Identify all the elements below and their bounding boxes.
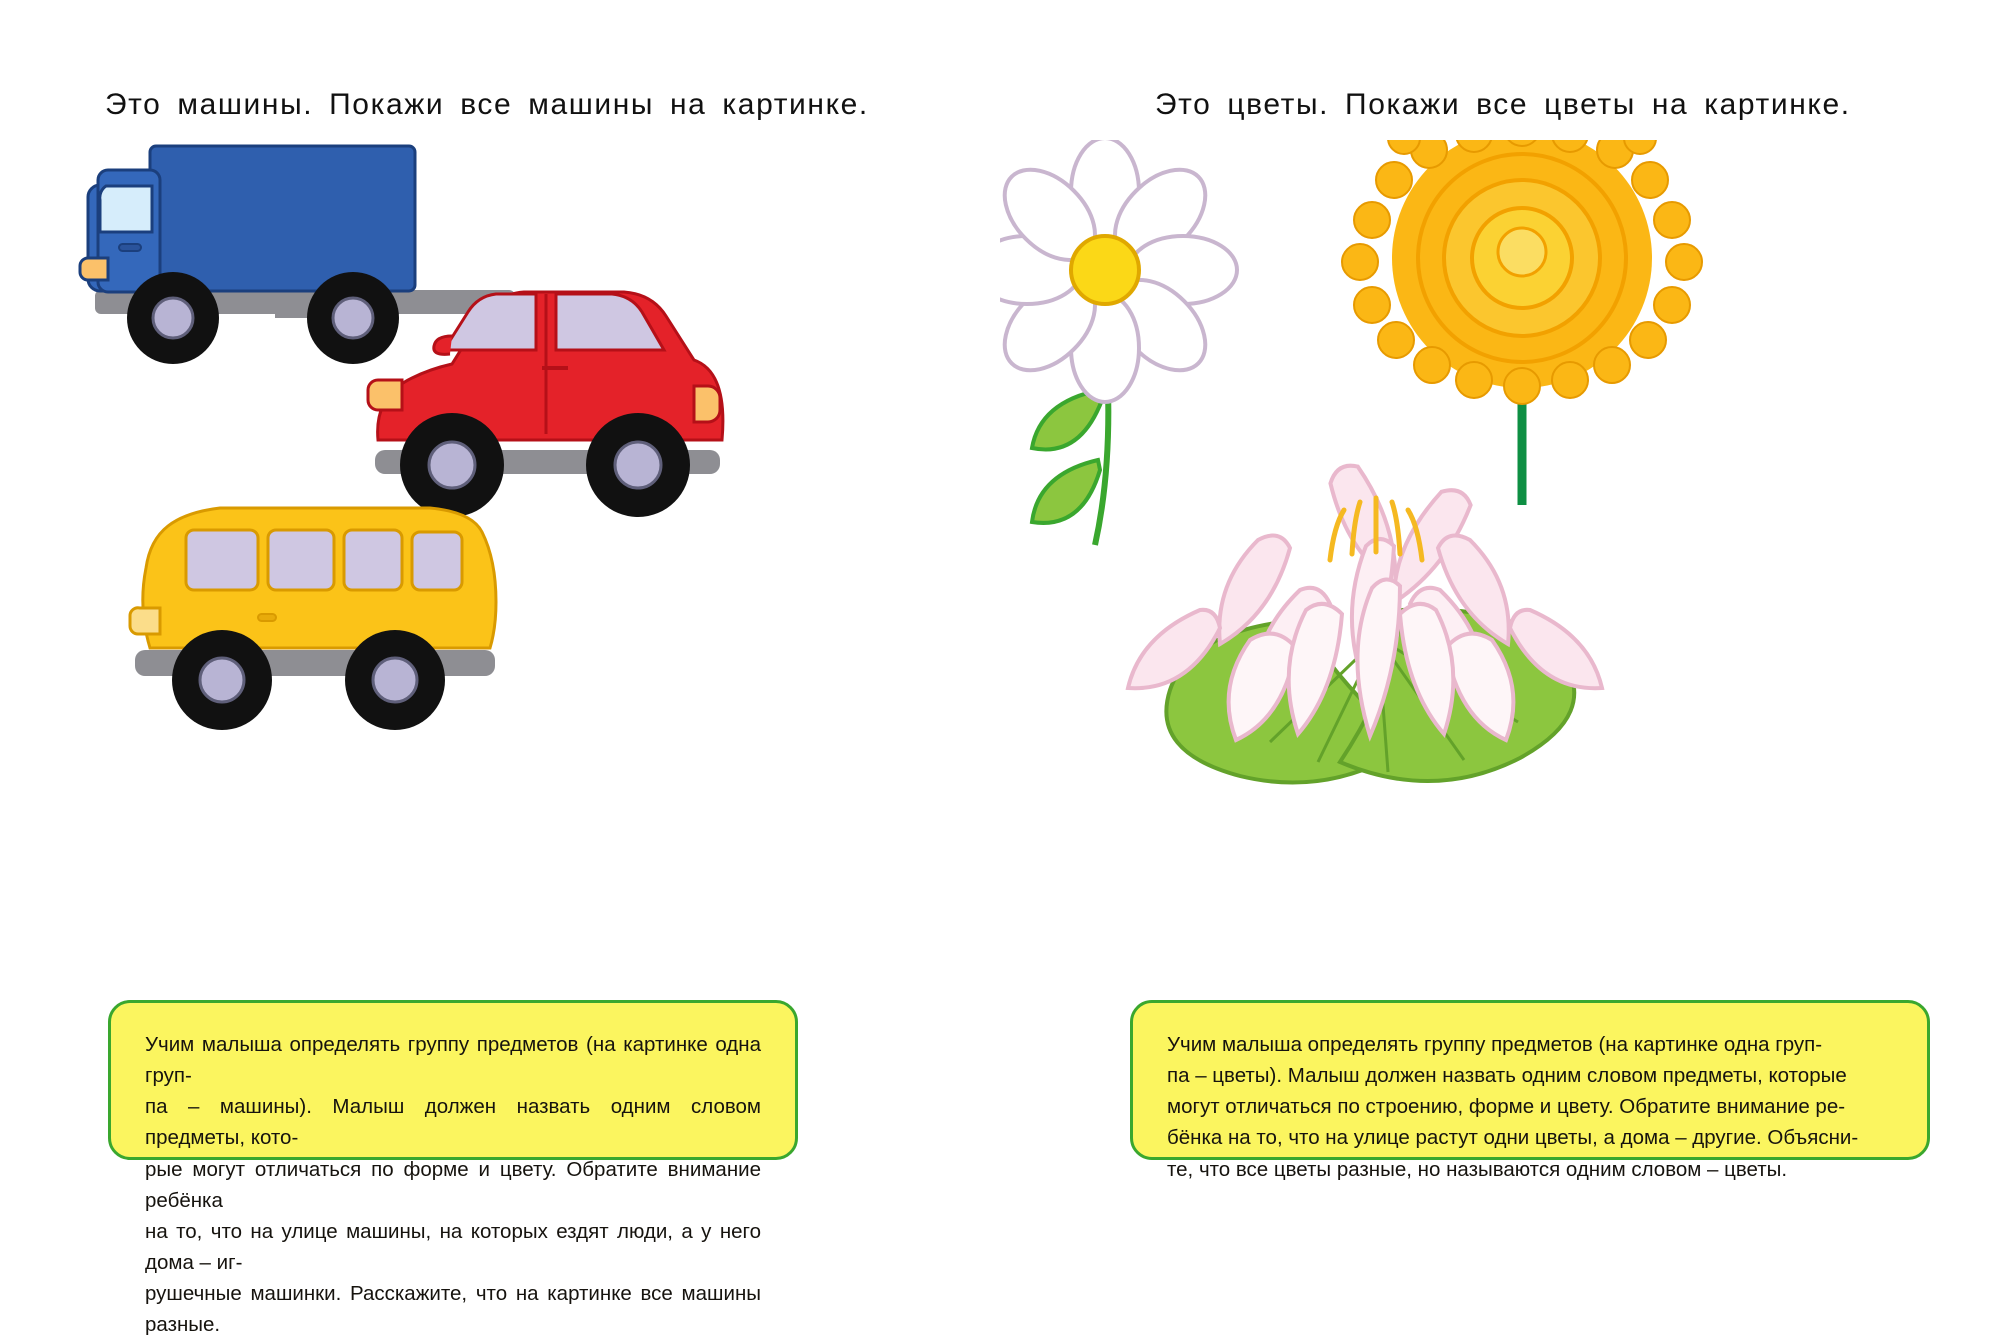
left-illustration-group xyxy=(0,140,1000,970)
marigold-flower xyxy=(1342,140,1702,505)
tip-line: на то, что на улице машины, на которых ездят люди, а у него дома – иг- xyxy=(145,1219,761,1275)
left-tip-box xyxy=(108,1000,798,1337)
right-prompt-text: Это цветы. Покажи все цветы на картинке. xyxy=(1155,88,1851,121)
car-wheel-rear xyxy=(586,413,690,517)
left-page xyxy=(0,0,1000,1337)
right-illustration-group xyxy=(1000,140,2000,970)
tip-line: рушечные машинки. Расскажите, что на картинке все машины разные. xyxy=(145,1282,761,1337)
right-tip-box xyxy=(1130,1000,1930,1181)
daisy-flower xyxy=(1000,140,1237,545)
truck-wheel-front xyxy=(127,272,219,364)
bus-wheel-rear xyxy=(345,630,445,730)
yellow-minibus xyxy=(130,508,496,730)
tip-line: бёнка на то, что на улице растут одни цветы, а дома – другие. Объясни- xyxy=(1167,1126,1859,1150)
tip-line: па – цветы). Малыш должен назвать одним словом предметы, которые xyxy=(1167,1064,1847,1088)
car-wheel-front xyxy=(400,413,504,517)
left-prompt-text: Это машины. Покажи все машины на картинке. xyxy=(105,88,869,121)
tip-line: па – машины). Малыш должен назвать одним словом предметы, кото- xyxy=(145,1095,761,1150)
bus-wheel-front xyxy=(172,630,272,730)
tip-line: те, что все цветы разные, но называются одним словом – цветы. xyxy=(1167,1157,1788,1181)
blue-truck xyxy=(80,146,515,364)
red-car xyxy=(368,292,723,517)
tip-line: Учим малыша определять группу предметов (на картинке одна груп- xyxy=(1167,1033,1823,1056)
tip-line: рые могут отличаться по форме и цвету. Обратите внимание ребёнка xyxy=(145,1157,761,1212)
tip-line: Учим малыша определять группу предметов (на картинке одна груп- xyxy=(145,1033,761,1088)
truck-wheel-rear xyxy=(307,272,399,364)
right-page xyxy=(1000,0,2000,1276)
water-lily-flower xyxy=(1128,460,1602,783)
tip-line: могут отличаться по строению, форме и цвету. Обратите внимание ре- xyxy=(1167,1095,1846,1119)
